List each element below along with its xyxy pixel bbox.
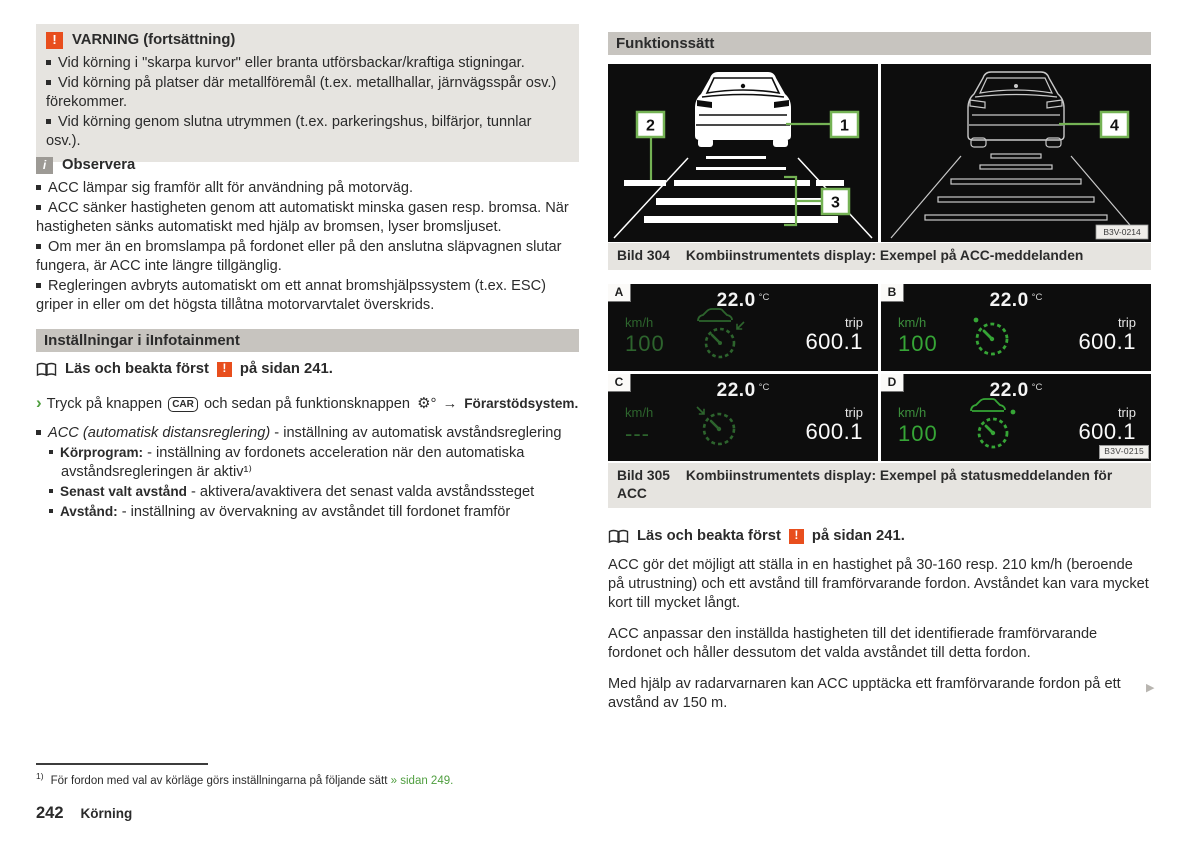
temperature-value: 22.0 [716,380,756,401]
note-item: ACC sänker hastigheten genom att automatiskt minska gasen resp. bromsa. När hastigheten sänks automatiskt med hjälp av bromsen, lyser bromsljuset. [36,200,569,236]
warning-icon: ! [46,32,63,49]
warning-item: Vid körning i "skarpa kurvor" eller branta utförsbackar/kraftiga stigningar. [46,54,569,73]
menu-target-label: Förarstödsystem. [464,396,579,411]
trip-value: 600.1 [1078,419,1136,444]
bullet-icon [46,60,51,65]
bullet-icon [49,509,53,513]
image-code: B3V-0215 [1099,445,1149,459]
figure-304 [608,64,1151,242]
figure-caption-text: Kombiinstrumentets display: Exempel på ACC-meddelanden [685,248,1084,263]
temperature-value: 22.0 [989,380,1029,401]
list-item: ACC (automatisk distansreglering) - inställning av automatisk avståndsreglering [36,424,579,443]
acc-gauge-icon [965,398,1023,460]
function-section-header: Funktionssätt [608,32,1151,55]
paragraph: ACC gör det möjligt att ställa in en hastighet på 30-160 resp. 210 km/h (beroende på utrustning) och ett avstånd till framförvarande fordon. Avståndet kan vara mycket kort till mycket långt. [608,557,1149,611]
footnote-marker: 1) [36,771,44,781]
trip-value: 600.1 [805,329,863,354]
trip-label: trip [1117,315,1136,330]
read-first-page: på sidan 241. [239,361,333,377]
bullet-icon [49,489,53,493]
cluster-display-D [881,374,1151,461]
body-paragraphs [608,556,1151,725]
trip-label: trip [844,315,863,330]
callout-4: 4 [1110,117,1119,135]
cluster-display-B [881,284,1151,371]
speed-unit-label: km/h [625,405,654,420]
trip-value: 600.1 [1078,329,1136,354]
info-icon: i [36,157,53,174]
note-item: Om mer än en bromslampa på fordonet eller på den anslutna släpvagnen slutar fungera, är ACC inte längre tillgänglig. [36,239,562,275]
list-item: Avstånd: - inställning av övervakning av avståndet till fordonet framför [49,503,579,522]
read-first-note [608,527,1151,546]
quadrant-letter: C [608,374,631,392]
bullet-icon [36,205,41,210]
trip-label: trip [1117,405,1136,420]
car-button-icon: CAR [168,397,198,412]
paragraph: ACC anpassar den inställda hastigheten till det identifierade framförvarande fordonet och håller dessutom det valda avståndet till detta fordon. [608,625,1098,661]
bullet-icon [49,450,53,454]
warning-item: Vid körning genom slutna utrymmen (t.ex. parkeringshus, bilfärjor, tunnlar osv.). [46,114,532,150]
quadrant-letter: D [881,374,904,392]
note-item: ACC lämpar sig framför allt för användning på motorväg. [36,179,579,198]
read-first-text: Läs och beakta först [637,528,781,544]
callout-1: 1 [840,117,849,135]
warning-title: VARNING (fortsättning) [72,32,236,48]
figure-304-caption [608,243,1151,270]
acc-settings-list [36,423,579,523]
read-first-page: på sidan 241. [811,528,905,544]
bullet-icon [36,244,41,249]
figure-304-illustration [608,64,1151,242]
footnote-page-link[interactable]: » sidan 249. [390,774,454,787]
quadrant-letter: B [881,284,904,302]
speed-unit-label: km/h [898,405,927,420]
temperature-value: 22.0 [716,290,756,311]
set-speed-value: 100 [898,331,938,356]
list-item: Körprogram: - inställning av fordonets acceleration när den automatiska avståndsregleringen är aktiv¹⁾ [49,444,579,482]
bullet-icon [36,283,41,288]
page-number: 242 [36,804,64,822]
figure-label: Bild 305 [617,468,670,483]
image-code: B3V-0214 [1103,227,1141,237]
procedure-step: › Tryck på knappen CAR och sedan på funktionsknappen ⚙° → Förarstödsystem. [36,393,579,412]
temperature-unit: °C [758,292,770,303]
acc-gauge-icon [965,308,1023,370]
callout-2: 2 [646,117,655,135]
page-continues-icon: ▶ [1146,682,1155,694]
note-title: Observera [62,157,136,173]
bullet-icon [36,430,41,435]
acc-gauge-icon [692,308,750,370]
read-first-text: Läs och beakta först [65,361,209,377]
figure-305 [608,284,1151,461]
callout-3: 3 [831,194,840,212]
list-item: Senast valt avstånd - aktivera/avaktivera det senast valda avståndssteget [49,483,579,502]
set-speed-value: --- [625,421,650,446]
note-item: Regleringen avbryts automatiskt om ett annat bromshjälpssystem (t.ex. ESC) griper in eller om det högsta tillåtna motorvarvtalet överskrids. [36,278,547,314]
footnote: $^{1)}$ För fordon med val av körläge görs inställningarna på följande sätt » sidan 249. [36,771,454,787]
note-section [36,156,579,316]
chapter-title: Körning [80,806,133,821]
arrow-right-icon: → [442,396,458,412]
warning-icon: ! [789,529,804,544]
footnote-divider [36,763,208,765]
acc-gauge-icon [692,398,750,460]
page-footer [36,803,579,824]
trip-value: 600.1 [805,419,863,444]
set-speed-value: 100 [898,421,938,446]
figure-caption-text: Kombiinstrumentets display: Exempel på statusmeddelanden för ACC [617,468,1113,501]
settings-section-header: Inställningar i iInfotainment [36,329,579,352]
temperature-value: 22.0 [989,290,1029,311]
figure-label: Bild 304 [617,248,670,263]
cluster-display-C [608,374,878,461]
step-chevron-icon: › [36,393,42,412]
bullet-icon [46,119,51,124]
warning-box [36,24,579,162]
bullet-icon [36,185,41,190]
temperature-unit: °C [1031,292,1043,303]
figure-305-caption [608,463,1151,508]
paragraph: Med hjälp av radarvarnaren kan ACC upptäcka ett framförvarande fordon på ett avstånd av 150 m. [608,675,1121,711]
bullet-icon [46,80,51,85]
manual-book-icon [36,362,57,377]
warning-icon: ! [217,362,232,377]
trip-label: trip [844,405,863,420]
warning-item: Vid körning på platser där metallföremål (t.ex. metallhallar, järnvägsspår osv.) förekommer. [46,75,557,111]
temperature-unit: °C [758,382,770,393]
manual-book-icon [608,529,629,544]
cluster-display-A [608,284,878,371]
quadrant-letter: A [608,284,631,302]
read-first-note [36,360,579,379]
vehicle-rear-bright [695,72,791,147]
gear-icon: ⚙° [417,395,437,412]
set-speed-value: 100 [625,331,665,356]
speed-unit-label: km/h [898,315,927,330]
temperature-unit: °C [1031,382,1043,393]
speed-unit-label: km/h [625,315,654,330]
